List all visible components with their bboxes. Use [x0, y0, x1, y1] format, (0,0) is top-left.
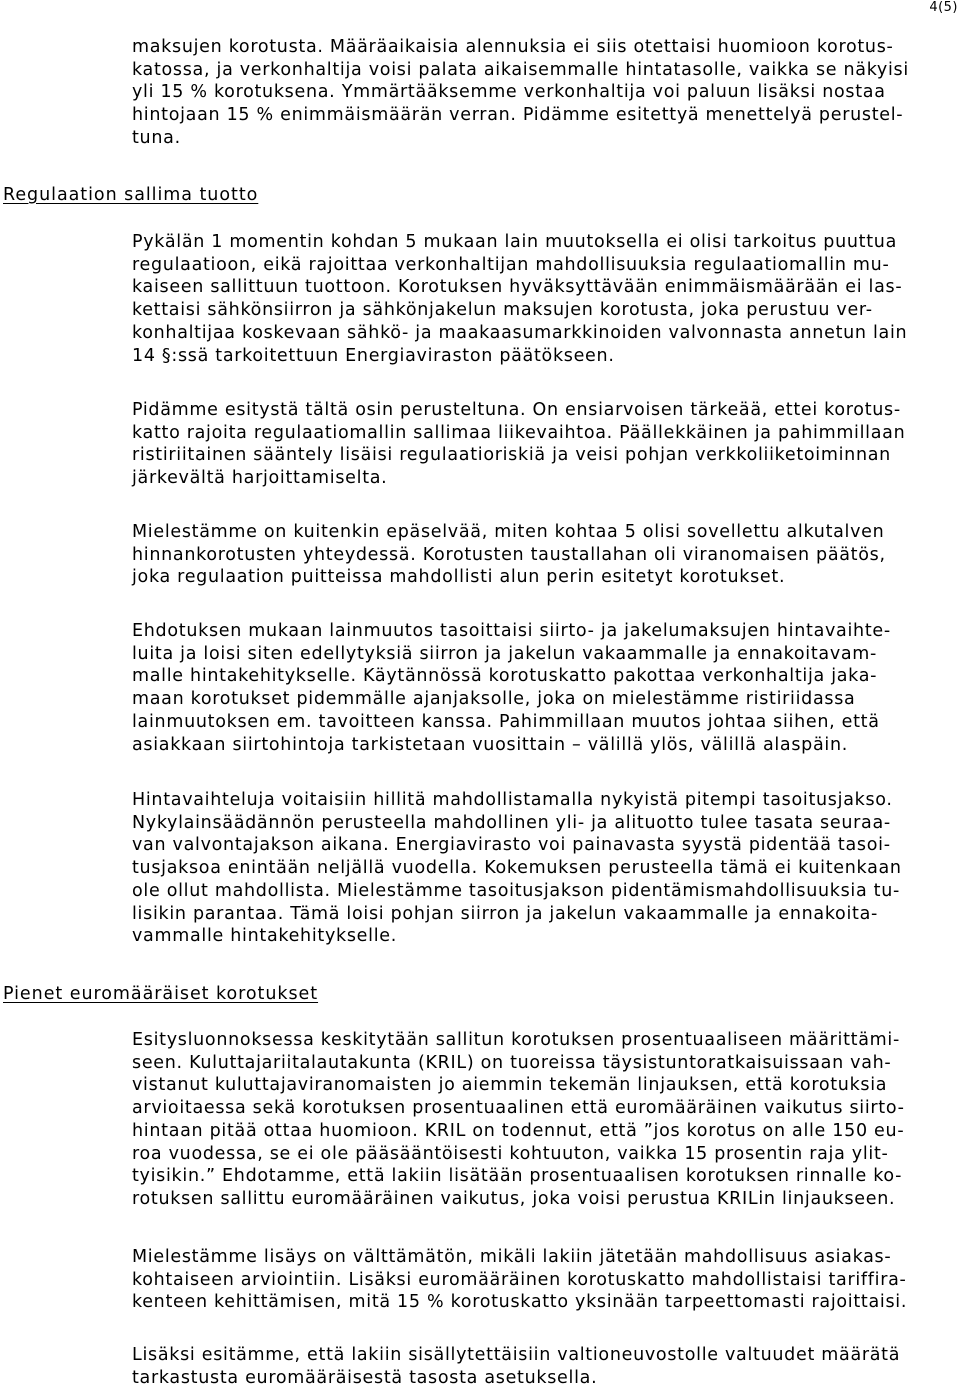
text-line: roa vuodessa, se ei ole pääsääntöisesti kohtuuton, vaikka 15 prosentin raja ylit-	[132, 1143, 889, 1164]
text-line: järkevältä harjoittamiselta.	[132, 468, 388, 489]
text-line: Lisäksi esitämme, että lakiin sisällytettäisiin valtioneuvostolle valtuudet määrätä	[132, 1345, 901, 1365]
text-line: konhaltijaa koskevaan sähkö- ja maakaasumarkkinoiden valvonnasta annetun lain	[132, 322, 908, 343]
text-line: kettaisi sähkönsiirron ja sähkönjakelun maksujen korotusta, joka perustuu ver-	[132, 300, 873, 321]
text-line: kaiseen sallittuun tuottoon. Korotuksen hyväksyttävään enimmäismäärään ei las-	[132, 277, 903, 298]
paragraph-esitysluonnoksessa	[132, 1029, 957, 1211]
text-line: Nykylainsäädännön perusteella mahdollinen yli- ja alituotto tulee tasata seuraa-	[132, 812, 891, 833]
text-line: Hintavaihteluja voitaisiin hillitä mahdollistamalla nykyistä pitempi tasoitusjakso.	[132, 790, 893, 810]
text-line: Ehdotuksen mukaan lainmuutos tasoittaisi siirto- ja jakelumaksujen hintavaihte-	[132, 621, 891, 641]
text-line: lisikin parantaa. Tämä loisi pohjan siirron ja jakelun vakaammalle ja ennakoita-	[132, 903, 879, 924]
text-line: arvioitaessa sekä korotuksen prosentuaalinen että euromääräinen vaikutus siirto-	[132, 1098, 905, 1119]
text-line: van valvontajakson aikana. Energiavirasto voi painavasta syystä pidentää tasoi-	[132, 835, 891, 856]
text-line: asiakkaan siirtohintoja tarkistetaan vuosittain – välillä ylös, välillä alaspäin.	[132, 734, 849, 755]
text-line: maan korotukset pidemmälle ajanjaksolle, joka on mielestämme ristiriidassa	[132, 689, 856, 710]
text-line: tarkastusta euromääräisestä tasosta asetuksella.	[132, 1367, 598, 1388]
text-line: tusjaksoa enintään neljällä vuodella. Kokemuksen perusteella tämä ei kuitenkaan	[132, 858, 902, 879]
text-line: yli 15 % korotuksena. Ymmärtääksemme verkonhaltija voi paluun lisäksi nostaa	[132, 82, 886, 103]
text-line: ole ollut mahdollista. Mielestämme tasoitusjakson pidentämismahdollisuuksia tu-	[132, 880, 901, 901]
text-line: kohtaiseen arviointiin. Lisäksi euromääräinen korotuskatto mahdollistaisi tariffira-	[132, 1269, 907, 1290]
paragraph-ehdotuksen-mukaan	[132, 620, 957, 756]
text-line: joka regulaation puitteissa mahdollisti alun perin esitetyt korotukset.	[132, 567, 786, 588]
paragraph-lisaksi-esitamme	[132, 1344, 957, 1389]
text-line: katto rajoita regulaatiomallin sallimaa liikevaihtoa. Päällekkäinen ja pahimmillaan	[132, 422, 906, 443]
text-line: 14 §:ssä tarkoitettuun Energiaviraston päätökseen.	[132, 345, 615, 366]
text-line: maksujen korotusta. Määräaikaisia alennuksia ei siis otettaisi huomioon korotus-	[132, 37, 894, 57]
text-line: kenteen kehittämisen, mitä 15 % korotuskatto yksinään tarpeettomasti rajoittaisi.	[132, 1292, 908, 1313]
paragraph-intro-continuation	[132, 36, 957, 150]
text-line: ristiriitainen sääntely lisäisi regulaatioriskiä ja veisi pohjan verkkoliiketoiminnan	[132, 445, 891, 466]
text-line: tuna.	[132, 127, 181, 148]
text-line: tyisikin.” Ehdotamme, että lakiin lisätään prosentuaalisen korotuksen rinnalle ko-	[132, 1166, 903, 1187]
paragraph-lisays-valttamaton	[132, 1246, 957, 1314]
text-line: lainmuutoksen em. tavoitteen kanssa. Pahimmillaan muutos johtaa siihen, että	[132, 711, 880, 732]
paragraph-hintavaihteluja	[132, 789, 957, 948]
text-line: malle hintakehitykselle. Käytännössä korotuskatto pakottaa verkonhaltija jaka-	[132, 666, 878, 687]
text-line: hintojaan 15 % enimmäismäärän verran. Pidämme esitettyä menettelyä perustel-	[132, 105, 904, 126]
text-line: vistanut kuluttajaviranomaisten jo aiemmin tekemän linjauksen, että korotuksia	[132, 1075, 888, 1096]
paragraph-pidamme-perusteltuna	[132, 399, 957, 490]
text-line: hintaan pitää ottaa huomioon. KRIL on todennut, että ”jos korotus on alle 150 eu-	[132, 1120, 905, 1141]
section-heading-pienet-korotukset: Pienet euromääräiset korotukset	[3, 984, 319, 1004]
text-line: Esitysluonnoksessa keskitytään sallitun korotuksen prosentuaaliseen määrittämi-	[132, 1030, 900, 1050]
text-line: katossa, ja verkonhaltija voisi palata aikaisemmalle hintatasolle, vaikka se näkyisi	[132, 59, 909, 80]
text-line: Mielestämme lisäys on välttämätön, mikäli lakiin jätetään mahdollisuus asiakas-	[132, 1247, 892, 1267]
paragraph-pykalan-momentti	[132, 231, 957, 367]
text-line: seen. Kuluttajariitalautakunta (KRIL) on tuoreissa täysistuntoratkaisuissaan vah-	[132, 1052, 892, 1073]
text-line: Mielestämme on kuitenkin epäselvää, miten kohtaa 5 olisi sovellettu alkutalven	[132, 522, 885, 542]
text-line: vammalle hintakehitykselle.	[132, 926, 398, 947]
page-number: 4(5)	[929, 0, 958, 15]
text-line: hinnankorotusten yhteydessä. Korotusten taustallahan oli viranomaisen päätös,	[132, 544, 886, 565]
text-line: Pykälän 1 momentin kohdan 5 mukaan lain muutoksella ei olisi tarkoitus puuttua	[132, 232, 898, 252]
section-heading-regulaation-tuotto: Regulaation sallima tuotto	[3, 185, 259, 205]
text-line: rotuksen sallittu euromääräinen vaikutus, joka voisi perustua KRILin linjaukseen.	[132, 1188, 896, 1209]
text-line: luita ja loisi siten edellytyksiä siirron ja jakelun vakaammalle ja ennakoitavam-	[132, 643, 878, 664]
paragraph-epaselvaa	[132, 521, 957, 589]
text-line: Pidämme esitystä tältä osin perusteltuna. On ensiarvoisen tärkeää, ettei korotus-	[132, 400, 901, 420]
text-line: regulaatioon, eikä rajoittaa verkonhaltijan mahdollisuuksia regulaatiomallin mu-	[132, 254, 890, 275]
